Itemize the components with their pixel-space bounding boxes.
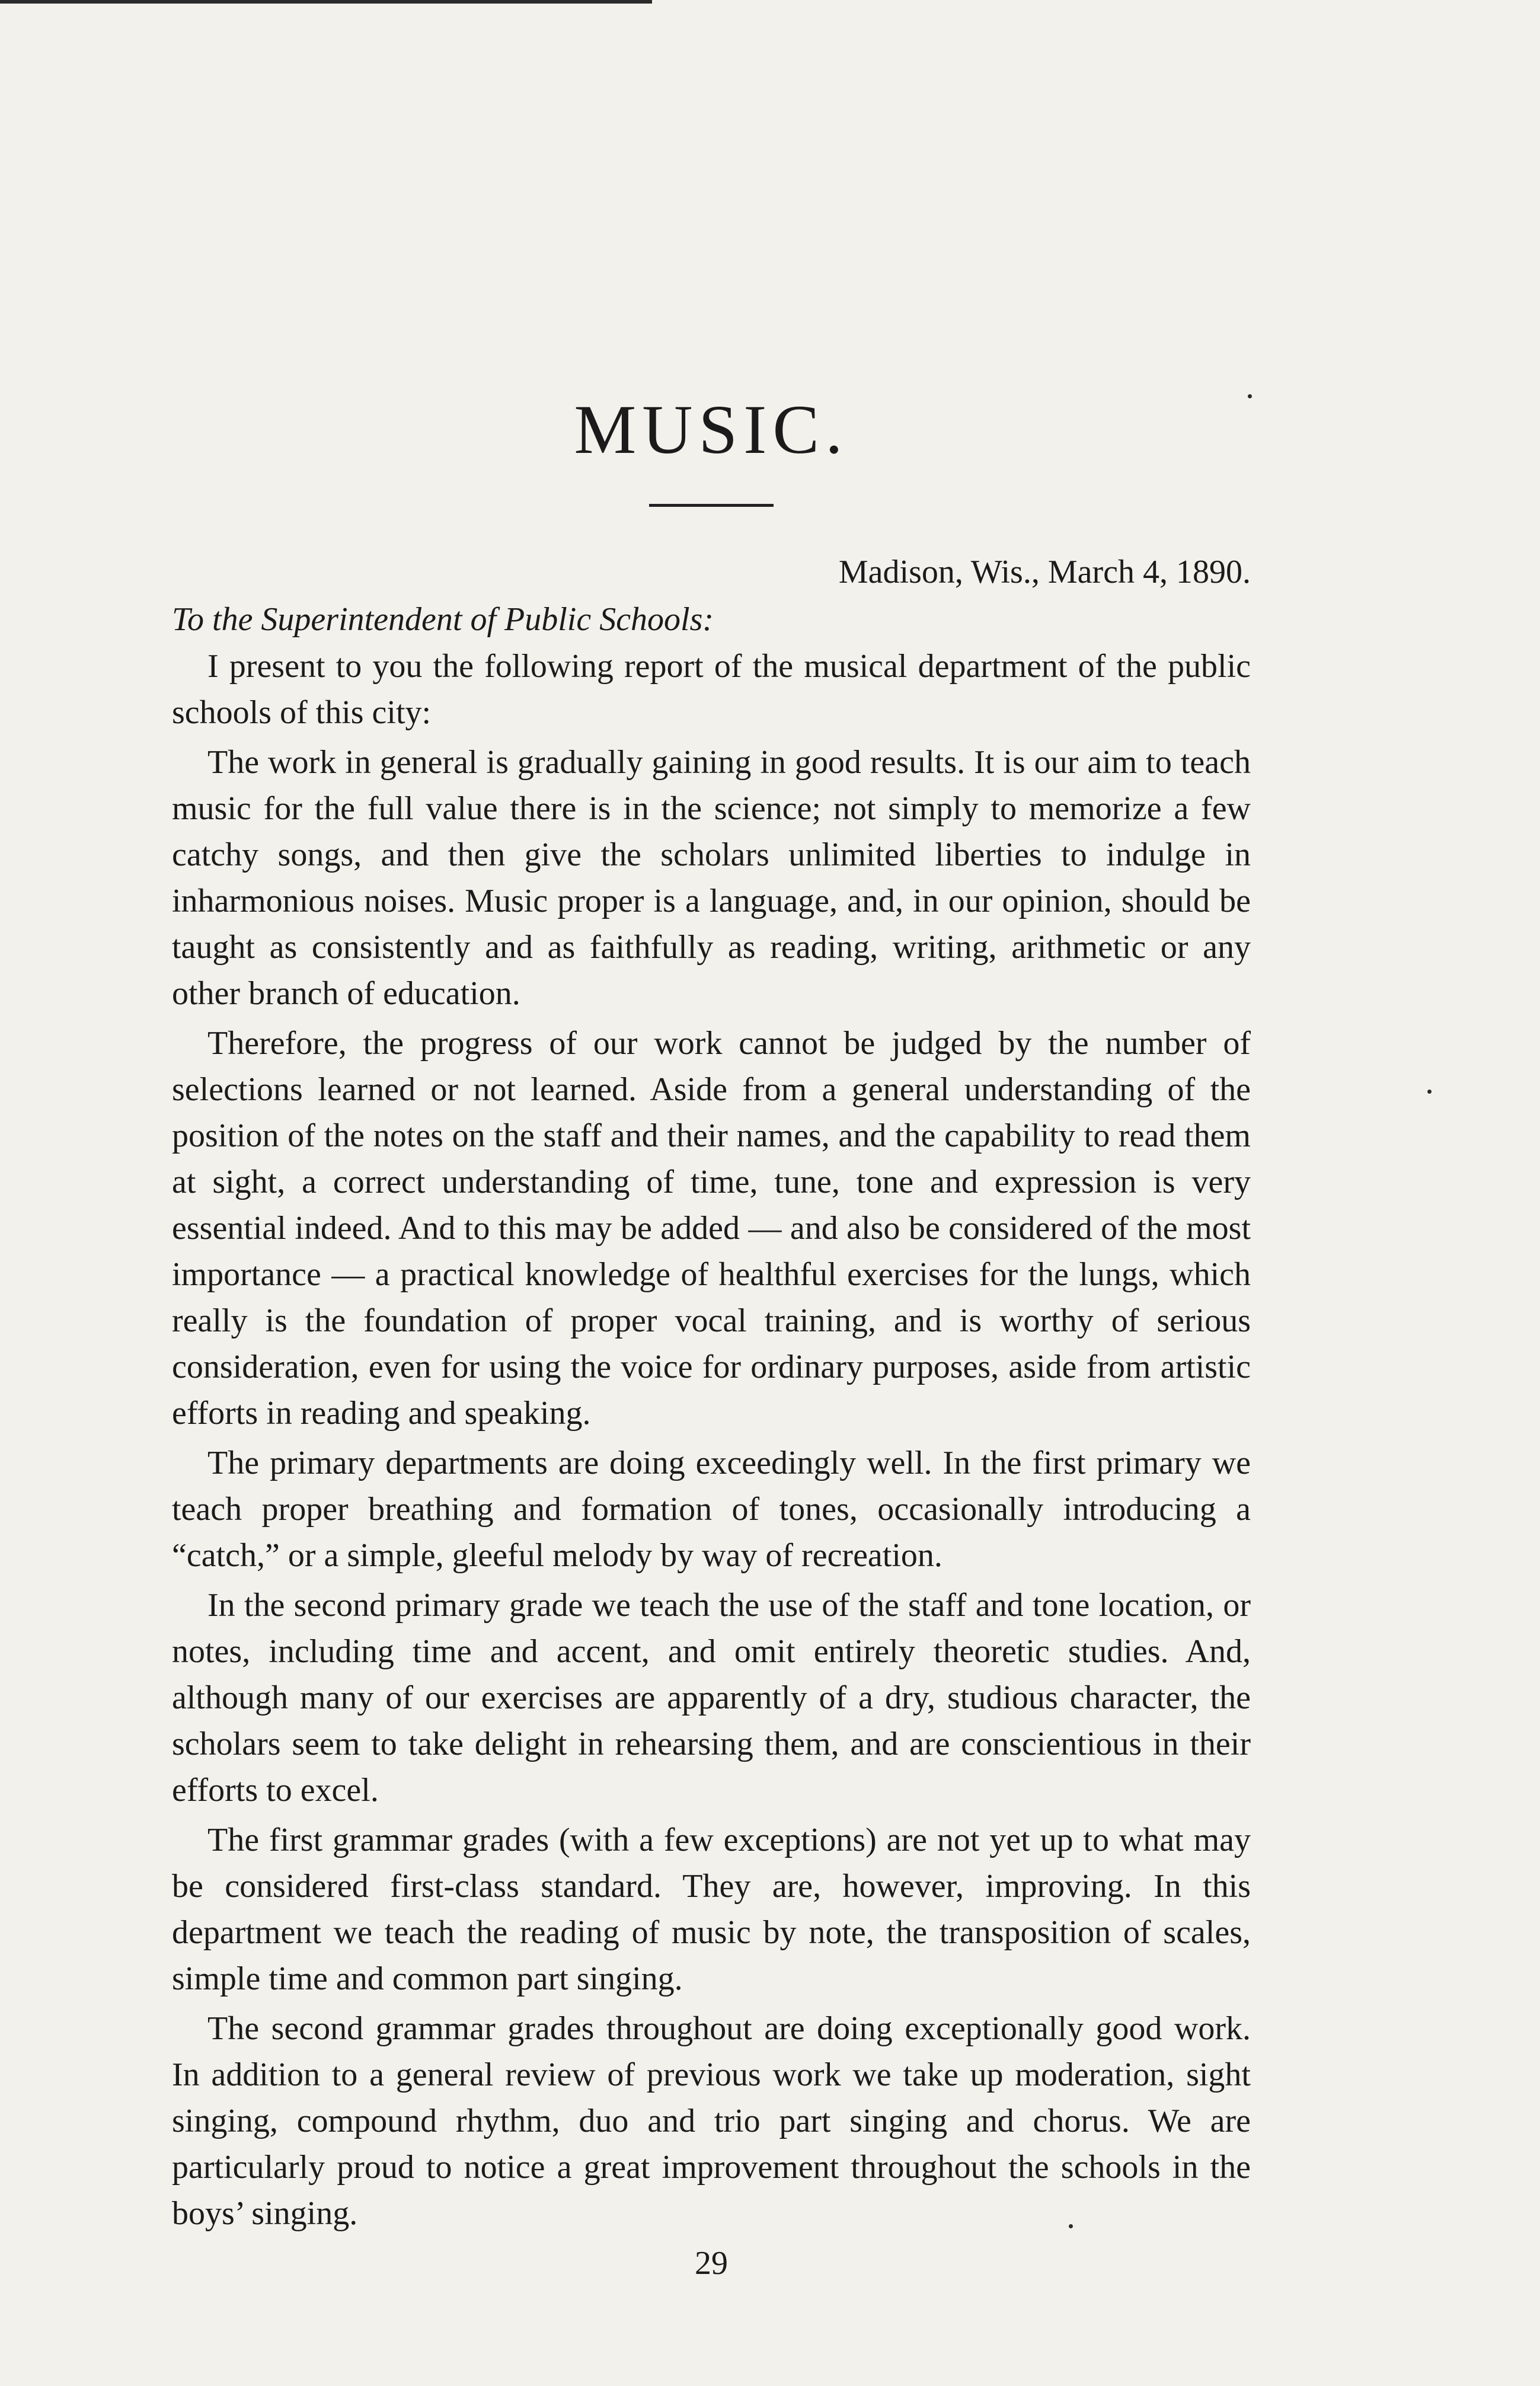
top-border-rule (0, 0, 652, 4)
paragraph-3: Therefore, the progress of our work cannot be judged by the number of selections learned or not learned. Aside from a general understanding of the position of the notes on the staff and their names, and the capability to read them at sight, a correct understanding of time, tune, tone and expression is very essential indeed. And to this may be added — and also be considered of the most importance — a practical knowledge of healthful exercises for the lungs, which really is the foundation of proper vocal training, and is worthy of serious consideration, even for using the voice for ordinary purposes, aside from artistic efforts in reading and speaking. (172, 1024, 1251, 1432)
page-content (172, 368, 1251, 2286)
title-divider (649, 504, 774, 507)
dateline: Madison, Wis., March 4, 1890. (838, 553, 1251, 590)
page-number: 29 (695, 2244, 728, 2282)
ink-speck (1427, 1090, 1432, 1094)
paragraph-2: The work in general is gradually gaining in good results. It is our aim to teach music for the full value there is in the science; not simply to memorize a few catchy songs, and then give the scholars unlimited liberties to indulge in inharmonious noises. Music proper is a language, and, in our opinion, should be taught as consistently and as faithfully as reading, writing, arithmetic or any other branch of education. (172, 743, 1251, 1012)
salutation: To the Superintendent of Public Schools: (172, 601, 714, 638)
paragraph-4: The primary departments are doing exceedingly well. In the first primary we teach proper breathing and formation of tones, occasionally introducing a “catch,” or a simple, gleeful melody by way of recreation. (172, 1444, 1251, 1574)
page-title: MUSIC. (574, 391, 849, 468)
paragraph-6: The first grammar grades (with a few exceptions) are not yet up to what may be considered first-class standard. They are, however, improving. In this department we teach the reading of music by note, the transposition of scales, simple time and common part singing. (172, 1821, 1251, 1997)
paragraph-5: In the second primary grade we teach the use of the staff and tone location, or notes, including time and accent, and omit entirely theoretic studies. And, although many of our exercises are apparently of a dry, studious character, the scholars seem to take delight in rehearsing them, and are conscientious in their efforts to excel. (172, 1586, 1251, 1809)
paragraph-7: The second grammar grades throughout are doing exceptionally good work. In addition to a general review of previous work we take up moderation, sight singing, compound rhythm, duo and trio part singing and chorus. We are particularly proud to notice a great improvement throughout the schools in the boys’ singing. (172, 2010, 1251, 2232)
paragraph-1: I present to you the following report of the musical department of the public schools of this city: (172, 647, 1251, 731)
